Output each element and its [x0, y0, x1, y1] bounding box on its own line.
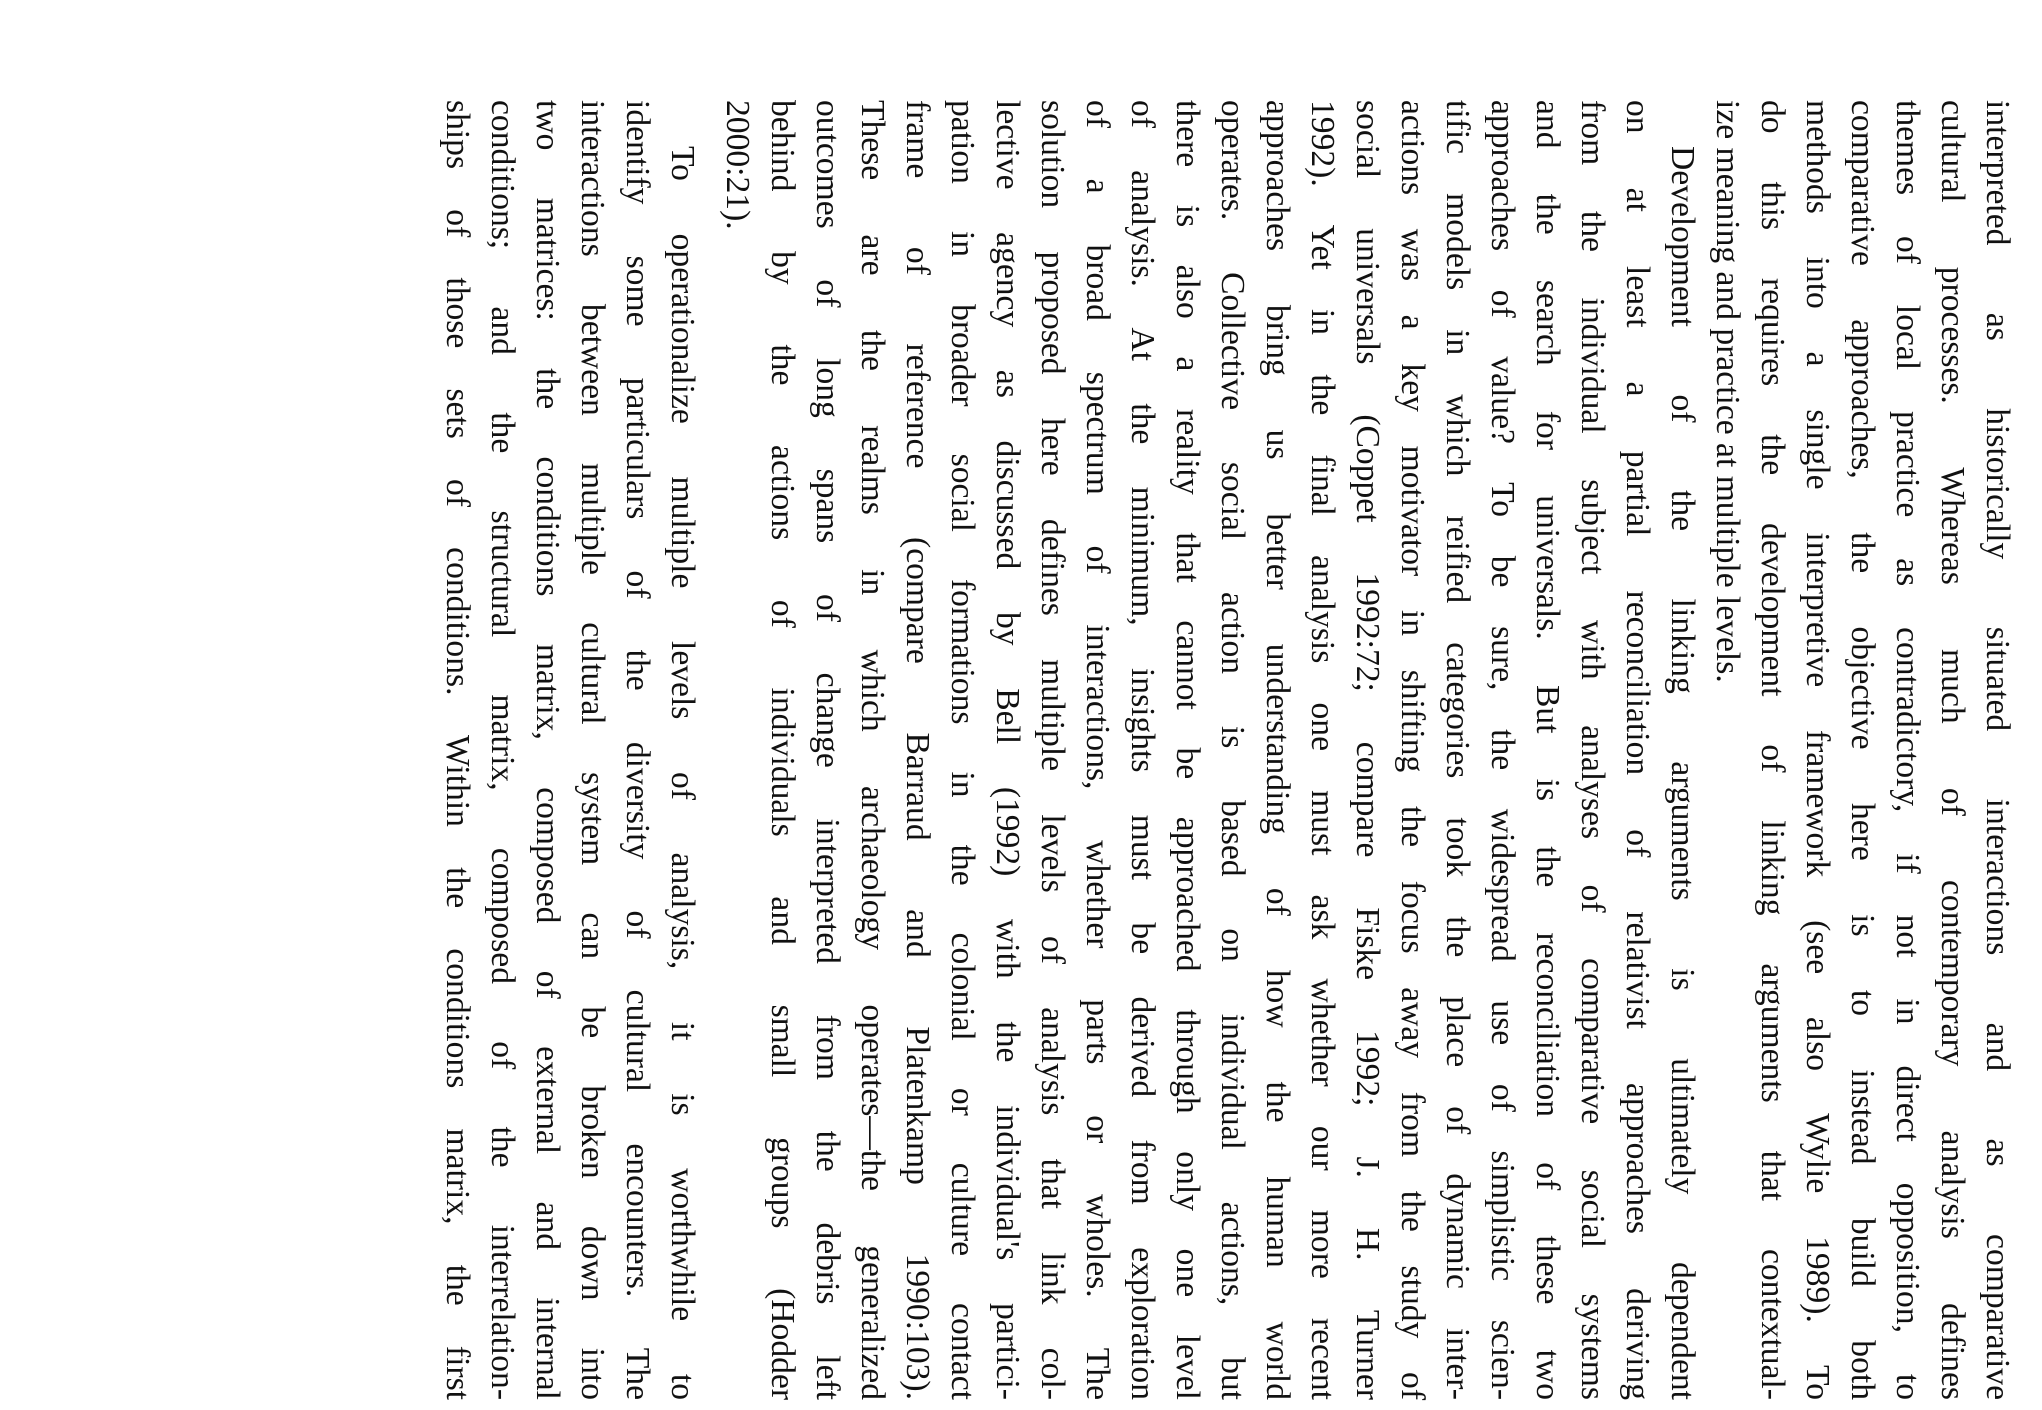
- text-line: identify some particulars of the diversity of cultural encounters. The: [619, 100, 656, 1400]
- text-line: themes of local practice as contradictory, if not in direct opposition, to: [1889, 100, 1926, 1400]
- text-line: outcomes of long spans of change interpreted from the debris left: [809, 100, 846, 1400]
- text-line: from the individual subject with analyses of comparative social systems: [1574, 100, 1611, 1400]
- text-line: operates. Collective social action is based on individual actions, but: [1214, 100, 1251, 1400]
- text-line: ships of those sets of conditions. Within the conditions matrix, the first: [439, 100, 476, 1400]
- text-line: social universals (Coppet 1992:72; compare Fiske 1992; J. H. Turner: [1349, 100, 1386, 1400]
- text-line: of a broad spectrum of interactions, whether parts or wholes. The: [1079, 100, 1116, 1400]
- text-line: conditions; and the structural matrix, composed of the interrelation-: [484, 100, 521, 1400]
- text-line: of analysis. At the minimum, insights must be derived from exploration: [1124, 100, 1161, 1400]
- paragraph-gap: [705, 100, 715, 1410]
- text-line: 1992). Yet in the final analysis one must ask whether our more recent: [1304, 100, 1341, 1400]
- text-line: there is also a reality that cannot be approached through only one level: [1169, 100, 1206, 1400]
- text-line: solution proposed here defines multiple levels of analysis that link col-: [1034, 100, 1071, 1400]
- text-line: pation in broader social formations in the colonial or culture contact: [944, 100, 981, 1400]
- text-line: methods into a single interpretive framework (see also Wylie 1989). To: [1799, 100, 1836, 1400]
- text-line: ize meaning and practice at multiple levels.: [1709, 100, 1746, 683]
- paragraph-3: [435, 100, 705, 1400]
- text-line: and the search for universals. But is the reconciliation of these two: [1529, 100, 1566, 1400]
- text-line: comparative approaches, the objective here is to instead build both: [1844, 100, 1881, 1400]
- text-line: frame of reference (compare Barraud and Platenkamp 1990:103).: [899, 100, 936, 1400]
- text-line: Development of the linking arguments is ultimately dependent: [1664, 146, 1701, 1400]
- text-line: actions was a key motivator in shifting the focus away from the study of: [1394, 100, 1431, 1400]
- text-line: tific models in which reified categories took the place of dynamic inter-: [1439, 100, 1476, 1400]
- text-line: 2000:21).: [719, 100, 756, 230]
- text-line: behind by the actions of individuals and small groups (Hodder: [764, 100, 801, 1400]
- text-line: approaches bring us better understanding of how the human world: [1259, 100, 1296, 1400]
- text-line: approaches of value? To be sure, the widespread use of simplistic scien-: [1484, 100, 1521, 1400]
- text-line: These are the realms in which archaeology operates—the generalized: [854, 100, 891, 1400]
- text-line: on at least a partial reconciliation of relativist approaches deriving: [1619, 100, 1656, 1400]
- paragraph-2: [715, 100, 1705, 1400]
- paragraph-1: [1705, 100, 2020, 1400]
- text-line: lective agency as discussed by Bell (1992) with the individual's partici-: [989, 100, 1026, 1400]
- text-line: do this requires the development of linking arguments that contextual-: [1754, 100, 1791, 1400]
- text-line: two matrices: the conditions matrix, composed of external and internal: [529, 100, 566, 1400]
- text-line: To operationalize multiple levels of analysis, it is worthwhile to: [664, 146, 701, 1400]
- text-line: interpreted as historically situated interactions and as comparative: [1979, 100, 2016, 1400]
- text-line: interactions between multiple cultural system can be broken down into: [574, 100, 611, 1400]
- text-line: cultural processes. Whereas much of contemporary analysis defines: [1934, 100, 1971, 1400]
